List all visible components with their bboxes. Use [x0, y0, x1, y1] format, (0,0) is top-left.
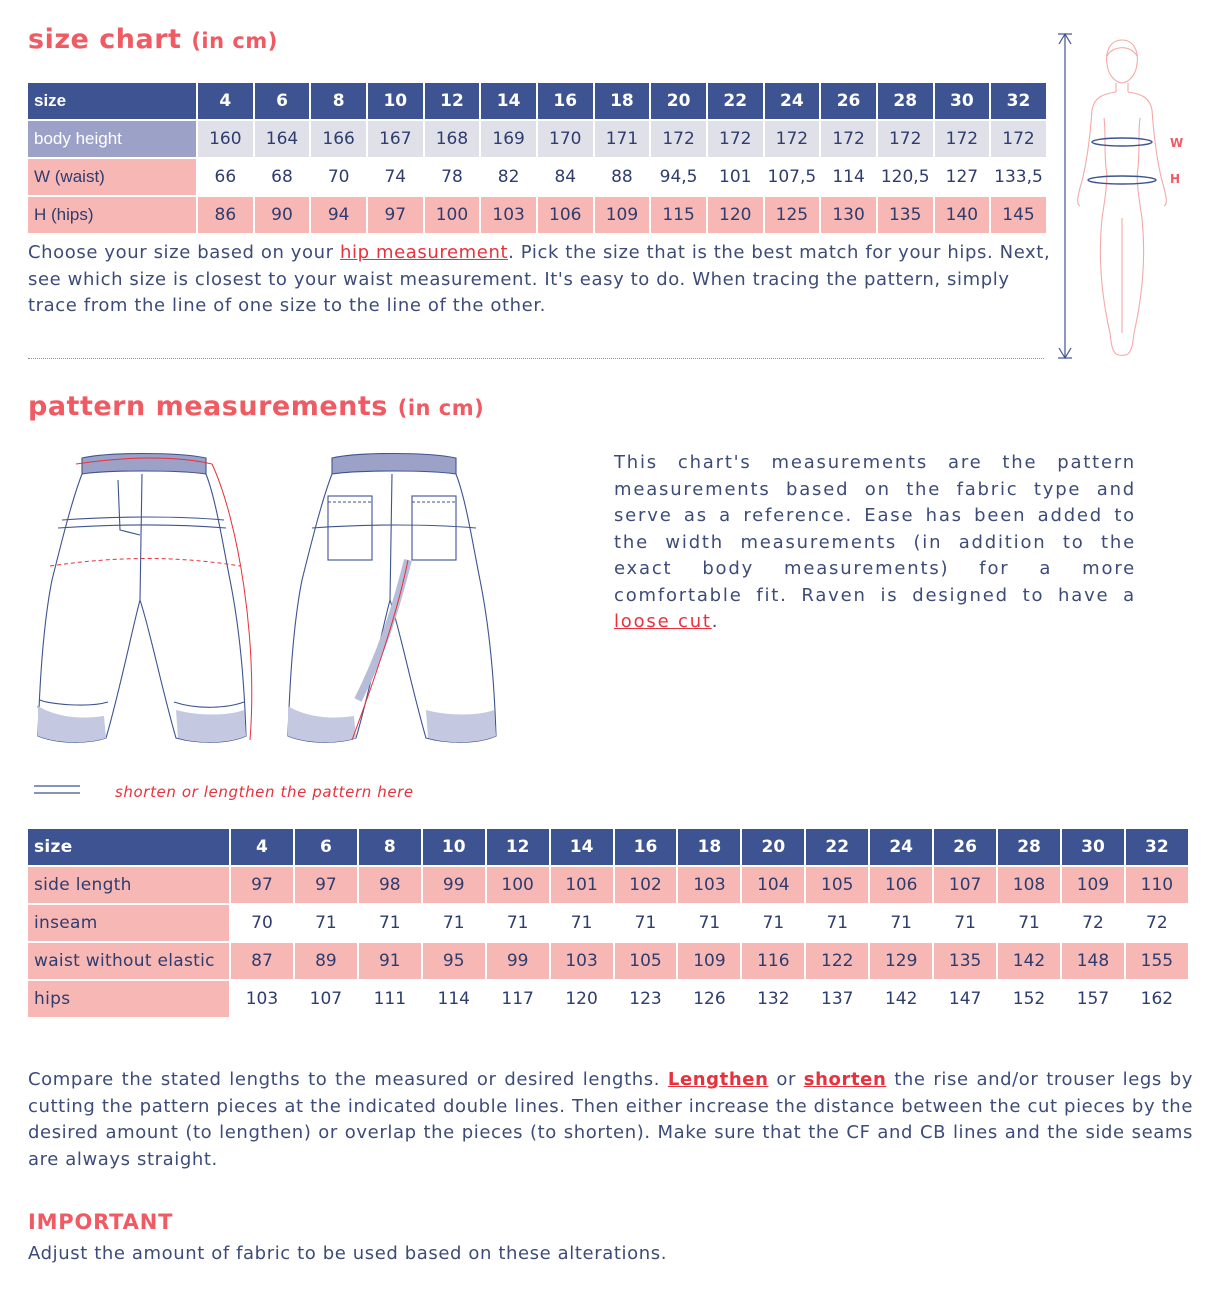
- size-chart-cell: 90: [254, 196, 311, 234]
- size-chart-cell: 74: [367, 158, 424, 196]
- pattern-header-size: 14: [550, 828, 614, 866]
- pattern-cell: 122: [805, 942, 869, 980]
- pattern-header-size: 12: [486, 828, 550, 866]
- pattern-cell: 142: [997, 942, 1061, 980]
- pattern-cell: 87: [230, 942, 294, 980]
- pattern-header-size: 26: [933, 828, 997, 866]
- size-chart-cell: 106: [537, 196, 594, 234]
- alteration-paragraph: Compare the stated lengths to the measured or desired lengths. Lengthen or shorten the rise and/or trouser legs by cutting the pattern pieces at the indicated double lines. Then either increase the distance between the cut pieces by the desired amount (to lengthen) or overlap the pieces (to shorten). Make sure that the CF and CB lines and the side seams are always straight.: [28, 1069, 1193, 1170]
- pattern-cell: 99: [422, 866, 486, 904]
- pattern-cell: 71: [422, 904, 486, 942]
- pattern-header-size: 24: [869, 828, 933, 866]
- size-chart-cell: 166: [310, 120, 367, 158]
- pattern-cell: 72: [1125, 904, 1189, 942]
- pattern-row-label: side length: [27, 866, 230, 904]
- size-chart-title: size chart (in cm): [28, 24, 278, 55]
- size-chart-cell: 169: [480, 120, 537, 158]
- pattern-cell: 71: [805, 904, 869, 942]
- size-chart-cell: 107,5: [764, 158, 821, 196]
- size-chart-cell: 172: [650, 120, 707, 158]
- pattern-cell: 109: [1061, 866, 1125, 904]
- size-chart-header-label: size: [27, 82, 197, 120]
- double-line-icon: [34, 782, 82, 798]
- size-chart-cell: 130: [820, 196, 877, 234]
- pattern-header-size: 6: [294, 828, 358, 866]
- pattern-cell: 126: [677, 980, 741, 1018]
- size-chart-cell: 100: [424, 196, 481, 234]
- pattern-cell: 104: [741, 866, 805, 904]
- pattern-cell: 70: [230, 904, 294, 942]
- size-chart-cell: 120,5: [877, 158, 934, 196]
- size-chart-cell: 135: [877, 196, 934, 234]
- size-chart-header-size: 22: [707, 82, 764, 120]
- size-chart-cell: 170: [537, 120, 594, 158]
- pattern-cell: 71: [933, 904, 997, 942]
- size-chart-cell: 145: [990, 196, 1047, 234]
- size-chart-cell: 114: [820, 158, 877, 196]
- size-chart-cell: 127: [934, 158, 991, 196]
- size-chart-header-size: 10: [367, 82, 424, 120]
- pattern-cell: 71: [997, 904, 1061, 942]
- size-chart-cell: 125: [764, 196, 821, 234]
- pattern-header-size: 18: [677, 828, 741, 866]
- pattern-cell: 148: [1061, 942, 1125, 980]
- pattern-cell: 157: [1061, 980, 1125, 1018]
- size-chart-table: [26, 81, 1048, 235]
- size-chart-cell: 140: [934, 196, 991, 234]
- size-chart-header-size: 18: [594, 82, 651, 120]
- pattern-measurements-title: pattern measurements (in cm): [28, 391, 485, 422]
- pattern-cell: 101: [550, 866, 614, 904]
- size-chart-cell: 109: [594, 196, 651, 234]
- size-chart-cell: 115: [650, 196, 707, 234]
- size-chart-row-label: H (hips): [27, 196, 197, 234]
- pattern-cell: 137: [805, 980, 869, 1018]
- pattern-cell: 71: [677, 904, 741, 942]
- size-chart-row: [27, 158, 1047, 196]
- pattern-cell: 105: [614, 942, 678, 980]
- pattern-cell: 135: [933, 942, 997, 980]
- pattern-header-size: 16: [614, 828, 678, 866]
- size-chart-cell: 86: [197, 196, 254, 234]
- pattern-cell: 116: [741, 942, 805, 980]
- pattern-cell: 71: [741, 904, 805, 942]
- size-chart-cell: 97: [367, 196, 424, 234]
- hip-measurement-link[interactable]: hip measurement: [340, 242, 509, 263]
- trousers-illustration: [28, 440, 508, 760]
- pattern-cell: 95: [422, 942, 486, 980]
- pattern-cell: 98: [358, 866, 422, 904]
- size-chart-cell: 133,5: [990, 158, 1047, 196]
- size-chart-cell: 82: [480, 158, 537, 196]
- size-chart-cell: 167: [367, 120, 424, 158]
- pattern-cell: 111: [358, 980, 422, 1018]
- size-chart-cell: 94,5: [650, 158, 707, 196]
- size-chart-cell: 70: [310, 158, 367, 196]
- loose-cut-link[interactable]: loose cut: [614, 611, 712, 632]
- pattern-cell: 71: [358, 904, 422, 942]
- size-chart-header-size: 28: [877, 82, 934, 120]
- pattern-cell: 102: [614, 866, 678, 904]
- pattern-cell: 109: [677, 942, 741, 980]
- size-chart-cell: 171: [594, 120, 651, 158]
- pattern-header-size: 8: [358, 828, 422, 866]
- pattern-cell: 129: [869, 942, 933, 980]
- size-chart-note: Choose your size based on your hip measurement. Pick the size that is the best match for your hips. Next, see which size is closest to your waist measurement. It's easy to do. When tracing the pattern, simply trace from the line of one size to the line of the other.: [28, 242, 1051, 316]
- pattern-cell: 108: [997, 866, 1061, 904]
- size-chart-row-label: body height: [27, 120, 197, 158]
- lengthen-link[interactable]: Lengthen: [667, 1069, 769, 1090]
- size-chart-header-size: 24: [764, 82, 821, 120]
- size-chart-cell: 172: [707, 120, 764, 158]
- size-chart-cell: 66: [197, 158, 254, 196]
- pattern-cell: 142: [869, 980, 933, 1018]
- pattern-cell: 152: [997, 980, 1061, 1018]
- size-chart-row: [27, 120, 1047, 158]
- pattern-cell: 155: [1125, 942, 1189, 980]
- pattern-header-size: 4: [230, 828, 294, 866]
- pattern-description: This chart's measurements are the pattern measurements based on the fabric type and serve as a reference. Ease has been added to the width measurements (in addition to the exact body measurements) for a more comfortable fit. Raven is designed to have a loose cut.: [614, 452, 1136, 632]
- size-chart-cell: 160: [197, 120, 254, 158]
- size-chart-cell: 164: [254, 120, 311, 158]
- size-chart-header-size: 26: [820, 82, 877, 120]
- pattern-cell: 103: [677, 866, 741, 904]
- pattern-cell: 110: [1125, 866, 1189, 904]
- size-chart-cell: 88: [594, 158, 651, 196]
- pattern-cell: 107: [294, 980, 358, 1018]
- pattern-cell: 72: [1061, 904, 1125, 942]
- size-chart-header-row: [27, 82, 1047, 120]
- pattern-cell: 162: [1125, 980, 1189, 1018]
- body-figure-illustration: [1050, 28, 1200, 368]
- pattern-cell: 71: [869, 904, 933, 942]
- size-chart-cell: 103: [480, 196, 537, 234]
- pattern-cell: 117: [486, 980, 550, 1018]
- size-chart-header-size: 14: [480, 82, 537, 120]
- pattern-header-size: 22: [805, 828, 869, 866]
- pattern-cell: 123: [614, 980, 678, 1018]
- size-chart-header-size: 30: [934, 82, 991, 120]
- pattern-header-size: 20: [741, 828, 805, 866]
- pattern-row: [27, 866, 1189, 904]
- size-chart-cell: 172: [764, 120, 821, 158]
- important-heading: IMPORTANT: [28, 1210, 174, 1234]
- pattern-cell: 71: [614, 904, 678, 942]
- size-chart-header-size: 20: [650, 82, 707, 120]
- pattern-cell: 107: [933, 866, 997, 904]
- size-chart-header-size: 32: [990, 82, 1047, 120]
- waist-marker-label: W: [1170, 136, 1184, 150]
- pattern-cell: 103: [550, 942, 614, 980]
- pattern-cell: 97: [230, 866, 294, 904]
- pattern-row: [27, 942, 1189, 980]
- pattern-cell: 71: [294, 904, 358, 942]
- pattern-cell: 100: [486, 866, 550, 904]
- size-chart-header-size: 4: [197, 82, 254, 120]
- pattern-row: [27, 980, 1189, 1018]
- pattern-row-label: inseam: [27, 904, 230, 942]
- pattern-cell: 120: [550, 980, 614, 1018]
- pattern-row-label: hips: [27, 980, 230, 1018]
- pattern-cell: 97: [294, 866, 358, 904]
- pattern-cell: 114: [422, 980, 486, 1018]
- pattern-cell: 132: [741, 980, 805, 1018]
- pattern-cell: 105: [805, 866, 869, 904]
- size-chart-cell: 168: [424, 120, 481, 158]
- pattern-header-size: 30: [1061, 828, 1125, 866]
- pattern-cell: 103: [230, 980, 294, 1018]
- pattern-cell: 106: [869, 866, 933, 904]
- pattern-cell: 99: [486, 942, 550, 980]
- pattern-header-label: size: [27, 828, 230, 866]
- section-divider: [28, 358, 1044, 359]
- pattern-measurements-table: [26, 827, 1190, 1019]
- pattern-cell: 147: [933, 980, 997, 1018]
- size-chart-cell: 101: [707, 158, 764, 196]
- size-chart-row: [27, 196, 1047, 234]
- shorten-link[interactable]: shorten: [803, 1069, 887, 1090]
- size-chart-cell: 172: [934, 120, 991, 158]
- size-chart-cell: 172: [877, 120, 934, 158]
- pattern-row-label: waist without elastic: [27, 942, 230, 980]
- size-chart-cell: 68: [254, 158, 311, 196]
- pattern-cell: 91: [358, 942, 422, 980]
- size-chart-cell: 84: [537, 158, 594, 196]
- size-chart-header-size: 12: [424, 82, 481, 120]
- size-chart-cell: 120: [707, 196, 764, 234]
- size-chart-cell: 78: [424, 158, 481, 196]
- pattern-header-size: 32: [1125, 828, 1189, 866]
- size-chart-header-size: 8: [310, 82, 367, 120]
- size-chart-header-size: 6: [254, 82, 311, 120]
- size-chart-header-size: 16: [537, 82, 594, 120]
- size-chart-row-label: W (waist): [27, 158, 197, 196]
- hip-marker-label: H: [1170, 172, 1181, 186]
- pattern-header-row: [27, 828, 1189, 866]
- shorten-legend-label: shorten or lengthen the pattern here: [115, 783, 414, 801]
- size-chart-cell: 94: [310, 196, 367, 234]
- pattern-row: [27, 904, 1189, 942]
- size-chart-cell: 172: [820, 120, 877, 158]
- pattern-header-size: 28: [997, 828, 1061, 866]
- size-chart-cell: 172: [990, 120, 1047, 158]
- pattern-header-size: 10: [422, 828, 486, 866]
- pattern-cell: 71: [550, 904, 614, 942]
- pattern-cell: 89: [294, 942, 358, 980]
- important-text: Adjust the amount of fabric to be used based on these alterations.: [28, 1243, 668, 1264]
- pattern-cell: 71: [486, 904, 550, 942]
